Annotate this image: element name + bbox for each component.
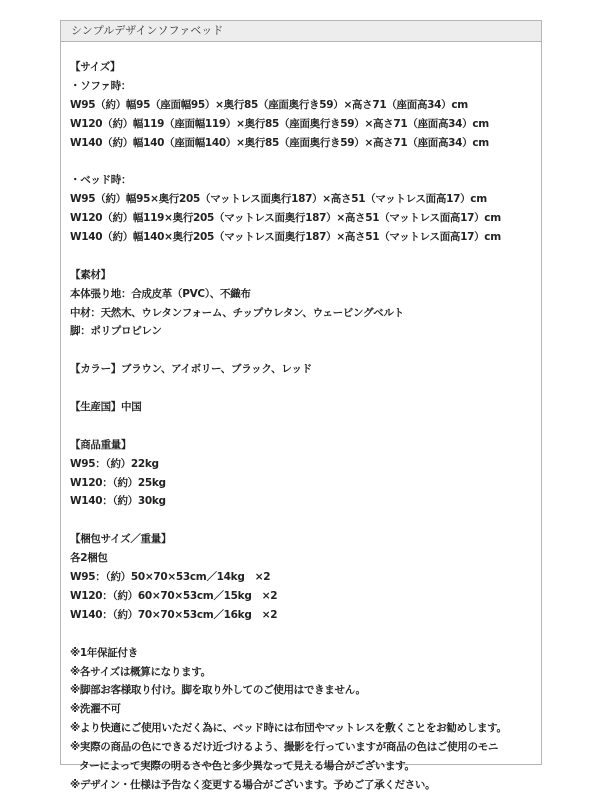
spec-line: 脚：ポリプロピレン: [70, 325, 162, 338]
spec-line: W95：（約）50×70×53cm／14kg ×2: [70, 571, 271, 584]
spec-line: W140（約）幅140×奥行205（マットレス面奥行187）×高さ51（マットレス面高17）cm: [70, 231, 501, 244]
spec-line: 本体張り地：合成皮革（PVC）、不織布: [70, 287, 251, 300]
spec-line: W120（約）幅119（座面幅119）×奥行85（座面奥行き59）×高さ71（座面高34）cm: [70, 117, 489, 130]
spec-line: ※より快適にご使用いただく為に、ベッド時には布団やマットレスを敷くことをお勧めします。: [70, 722, 507, 735]
spec-line: 各2梱包: [70, 552, 108, 565]
spec-line: ※デザイン・仕様は予告なく変更する場合がございます。予めご了承ください。: [70, 778, 436, 791]
spec-line: W120：（約）25kg: [70, 476, 166, 489]
line-gap: [70, 247, 537, 266]
spec-line: W95（約）幅95（座面幅95）×奥行85（座面奥行き59）×高さ71（座面高34）cm: [70, 98, 468, 111]
spec-line: W120：（約）60×70×53cm／15kg ×2: [70, 589, 278, 602]
spec-line: 【カラー】ブラウン、アイボリー、ブラック、レッド: [70, 363, 312, 376]
spec-line: ※1年保証付き: [70, 646, 138, 659]
line-gap: [70, 379, 537, 398]
spec-line: 【生産国】中国: [70, 401, 142, 414]
spec-line: 【サイズ】: [70, 61, 121, 73]
spec-line: 【商品重量】: [70, 438, 132, 451]
spec-line: W120（約）幅119×奥行205（マットレス面奥行187）×高さ51（マットレス面高17）cm: [70, 212, 501, 225]
line-gap: [70, 341, 537, 360]
panel-header: [61, 21, 541, 42]
spec-line: ※洗濯不可: [70, 703, 121, 716]
spec-line: W140：（約）30kg: [70, 495, 166, 508]
spec-line: ※脚部お客様取り付け。脚を取り外してのご使用はできません。: [70, 684, 366, 697]
line-gap: [70, 152, 537, 171]
panel-title: シンプルデザインソファベッド: [71, 24, 224, 37]
spec-line: 中材：天然木、ウレタンフォーム、チップウレタン、ウェービングベルト: [70, 306, 404, 319]
line-gap: [70, 625, 537, 644]
spec-line: ・ソファ時：: [70, 79, 131, 92]
spec-line: W95（約）幅95×奥行205（マットレス面奥行187）×高さ51（マットレス面高17）cm: [70, 193, 487, 206]
line-gap: [70, 417, 537, 436]
line-gap: [70, 511, 537, 530]
spec-panel: [60, 20, 542, 791]
spec-line: 【素材】: [70, 268, 111, 281]
spec-line: ※実際の商品の色にできるだけ近づけるよう、撮影を行っていますが商品の色はご使用のモニ: [70, 741, 499, 754]
spec-line: 【梱包サイズ／重量】: [70, 533, 172, 546]
spec-content: [70, 58, 537, 795]
spec-line: ターによって実際の明るさや色と多少異なって見える場合がございます。: [79, 759, 415, 772]
spec-line: W140：（約）70×70×53cm／16kg ×2: [70, 608, 278, 621]
spec-line: ・ベッド時：: [70, 174, 132, 187]
spec-line: ※各サイズは概算になります。: [70, 665, 211, 678]
spec-line: W140（約）幅140（座面幅140）×奥行85（座面奥行き59）×高さ71（座面高34）cm: [70, 136, 489, 149]
spec-line: W95：（約）22kg: [70, 457, 159, 470]
